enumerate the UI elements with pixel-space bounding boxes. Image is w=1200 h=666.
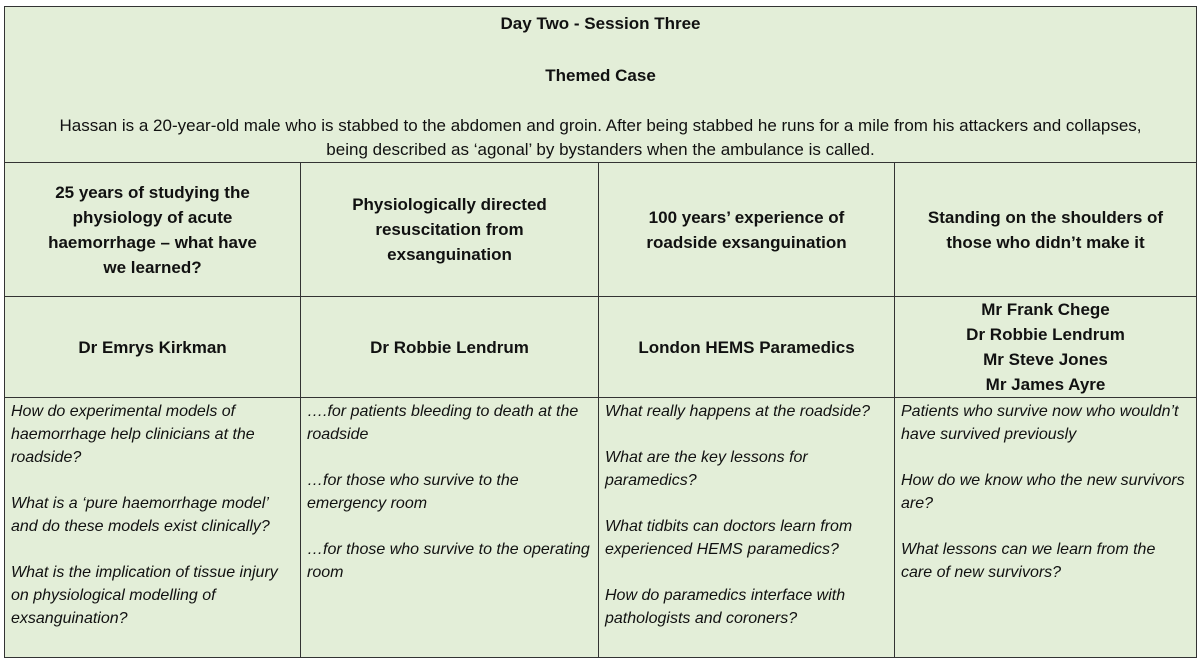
- speaker-cell-4: [895, 297, 1197, 398]
- case-description: Hassan is a 20-year-old male who is stabbed to the abdomen and groin. After being stabbed he runs for a mile from his attackers and collapses, being described as ‘agonal’ by bystanders when the ambulance is called.: [59, 116, 1142, 159]
- questions-cell-1: [5, 398, 301, 658]
- session-title: Day Two - Session Three: [500, 14, 701, 33]
- topic-row: [5, 163, 1197, 297]
- speaker-name: Dr Robbie Lendrum: [370, 337, 529, 357]
- speaker-name: Mr James Ayre: [985, 375, 1106, 394]
- question-item: ….for patients bleeding to death at the roadside: [307, 403, 579, 443]
- speaker-name: Dr Emrys Kirkman: [78, 337, 227, 357]
- questions-cell-2: [301, 398, 599, 658]
- question-item: What is a ‘pure haemorrhage model’ and do these models exist clinically?: [11, 495, 270, 535]
- topic-cell-2: Physiologically directed resuscitation from exsanguination: [301, 163, 599, 297]
- header-row: [5, 7, 1197, 163]
- session-table: [4, 6, 1197, 658]
- questions-cell-4: [895, 398, 1197, 658]
- question-item: How do we know who the new survivors are?: [901, 472, 1185, 512]
- question-item: …for those who survive to the emergency room: [307, 472, 519, 512]
- speaker-name: Mr Steve Jones: [983, 350, 1108, 369]
- speaker-cell-3: [599, 297, 895, 398]
- questions-cell-3: [599, 398, 895, 658]
- questions-row: [5, 398, 1197, 658]
- speaker-name: Mr Frank Chege: [981, 300, 1110, 319]
- question-item: …for those who survive to the operating room: [307, 541, 590, 581]
- question-item: What lessons can we learn from the care of new survivors?: [901, 541, 1156, 581]
- question-item: Patients who survive now who wouldn’t have survived previously: [901, 403, 1179, 443]
- topic-cell-4: Standing on the shoulders of those who didn’t make it: [895, 163, 1197, 297]
- session-header-cell: [5, 7, 1197, 163]
- question-item: How do experimental models of haemorrhage help clinicians at the roadside?: [11, 403, 255, 466]
- speaker-name: London HEMS Paramedics: [638, 337, 855, 357]
- question-item: What is the implication of tissue injury on physiological modelling of exsanguination?: [11, 564, 278, 627]
- question-item: What are the key lessons for paramedics?: [605, 449, 808, 489]
- speaker-cell-2: [301, 297, 599, 398]
- speaker-row: [5, 297, 1197, 398]
- question-item: What really happens at the roadside?: [605, 403, 871, 420]
- question-item: What tidbits can doctors learn from experienced HEMS paramedics?: [605, 518, 853, 558]
- speaker-name: Dr Robbie Lendrum: [966, 325, 1125, 344]
- question-item: How do paramedics interface with pathologists and coroners?: [605, 587, 846, 627]
- topic-cell-1: 25 years of studying the physiology of acute haemorrhage – what have we learned?: [5, 163, 301, 297]
- themed-case-heading: Themed Case: [545, 66, 656, 85]
- topic-cell-3: 100 years’ experience of roadside exsanguination: [599, 163, 895, 297]
- speaker-cell-1: [5, 297, 301, 398]
